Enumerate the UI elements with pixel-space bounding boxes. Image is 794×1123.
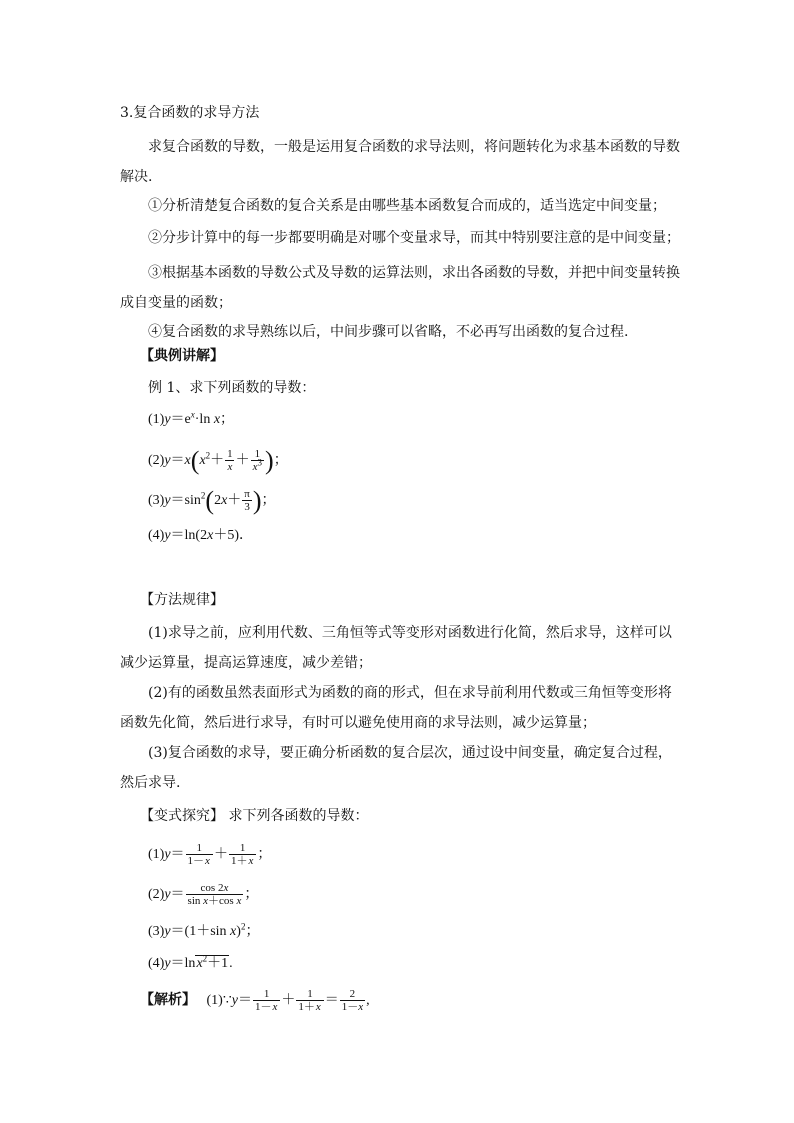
example-heading: 【典例讲解】 [140,348,224,364]
variant-item-3: (3)y＝(1＋sin x)$^2$； [148,921,260,939]
step-1: ①分析清楚复合函数的复合关系是由哪些基本函数复合而成的，适当选定中间变量； [148,198,666,214]
section-title: 3.复合函数的求导方法 [120,105,260,121]
method-heading: 【方法规律】 [140,592,224,608]
example-item-3: $(3)y=\sin^2(2x+$ $\frac{\pi}{3}$ )； [148,485,276,515]
example-intro: 例 1、求下列函数的导数： [148,380,316,396]
variant-intro: 求下列各函数的导数： [228,808,369,824]
step-4: ④复合函数的求导熟练以后，中间步骤可以省略，不必再写出函数的复合过程. [148,324,629,340]
example-item-2: $(2)y=x(x^2+$ $\frac{1}{x}$ ＋ $\frac{1}{x^3}$ )； [148,445,288,475]
variant-heading: 【变式探究】 [140,808,224,824]
method-item-2: (2)有的函数虽然表面形式为函数的商的形式，但在求导前利用代数或三角恒等变形将函数先化简，然后进行求导，有时可以避免使用商的求导法则，减少运算量； [120,685,672,731]
variant-item-2: (2)y＝ $\frac{\cos 2x}{\text{sin x＋cos x}}$ ； [148,882,259,908]
example-item-4: (4)y＝ln(2x＋5)． [148,528,253,543]
variant-item-4: (4)y＝lnx$^2$＋1. [148,953,233,971]
variant-heading-line [140,806,368,826]
solution-heading: 【解析】 [140,993,196,1008]
method-item-3: (3)复合函数的求导，要正确分析函数的复合层次，通过设中间变量，确定复合过程，然后求导. [120,745,672,791]
example-item-1: $(1)y=e^x\cdot\ln$ x； [148,409,235,427]
step-3: ③根据基本函数的导数公式及导数的运算法则，求出各函数的导数，并把中间变量转换成自变量的函数； [120,265,680,311]
step-2: ②分步计算中的每一步都要明确是对哪个变量求导，而其中特别要注意的是中间变量； [148,230,680,246]
method-item-1: (1)求导之前，应利用代数、三角恒等式等变形对函数进行化简，然后求导，这样可以减少运算量，提高运算速度，减少差错； [120,625,672,671]
intro-paragraph: 求复合函数的导数，一般是运用复合函数的求导法则，将问题转化为求基本函数的导数解决. [120,139,680,185]
solution-line: 【解析】 (1)∵y＝ $\frac{1}{1-x}$ ＋ $\frac{1}{1+x}$ ＝ $\frac{2}{1-x}$ , [140,988,370,1014]
variant-item-1: (1)y＝ $\frac{1}{1-x}$ ＋ $\frac{1}{1+x}$ ； [148,842,272,868]
